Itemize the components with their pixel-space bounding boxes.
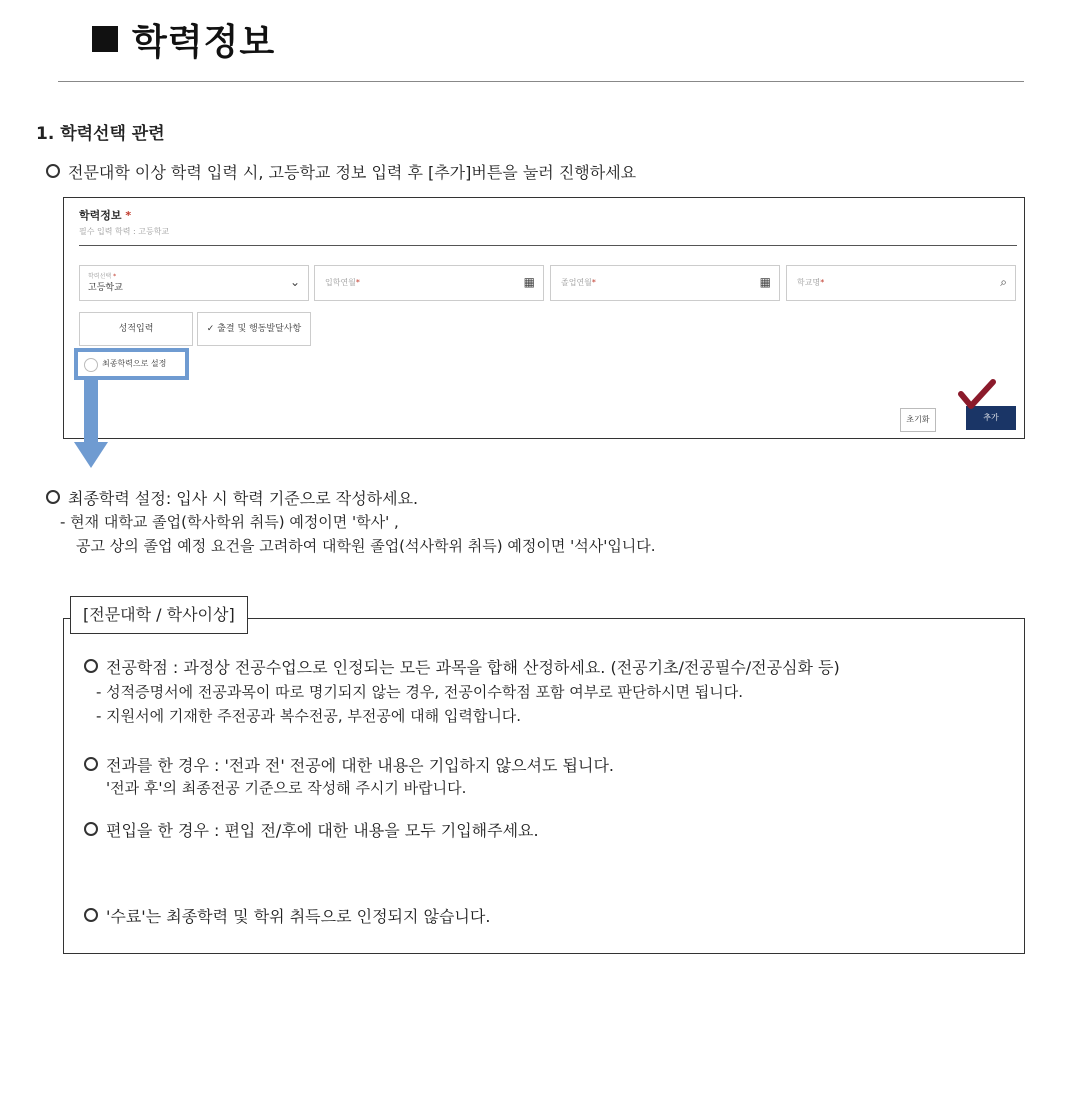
circle-bullet-icon [46, 490, 60, 504]
down-arrow-icon [72, 380, 112, 470]
page-title: 학력정보 [92, 14, 275, 65]
education-level-label: 학력선택 * [88, 273, 117, 280]
calendar-icon[interactable]: ▦ [759, 275, 771, 289]
chevron-down-icon: ⌄ [289, 275, 300, 289]
radio-icon[interactable] [84, 358, 98, 372]
graduation-date-field[interactable] [550, 265, 780, 301]
checkmark-icon [957, 378, 997, 412]
reset-button[interactable]: 초기화 [900, 408, 936, 432]
final-education-bullet: 최종학력 설정: 입사 시 학력 기준으로 작성하세요. [46, 486, 418, 509]
square-bullet-icon [92, 26, 118, 52]
school-name-placeholder: 학교명* [797, 278, 825, 287]
entry-date-field[interactable] [314, 265, 544, 301]
attendance-button[interactable]: ✓ 출결 및 행동발달사항 [197, 312, 311, 346]
completion-bullet: '수료'는 최종학력 및 학위 취득으로 인정되지 않습니다. [84, 904, 490, 927]
final-note-line1: - 현재 대학교 졸업(학사학위 취득) 예정이면 '학사' , [60, 513, 399, 531]
intro-bullet: 전문대학 이상 학력 입력 시, 고등학교 정보 입력 후 [추가]버튼을 눌러 진행하세요 [46, 160, 636, 183]
final-note-line2: 공고 상의 졸업 예정 요건을 고려하여 대학원 졸업(석사학위 취득) 예정이면 '석사'입니다. [76, 537, 656, 555]
education-level-select[interactable] [79, 265, 309, 301]
add-button[interactable]: 추가 [966, 406, 1016, 430]
circle-bullet-icon [84, 908, 98, 922]
circle-bullet-icon [46, 164, 60, 178]
major-credit-bullet: 전공학점 : 과정상 전공수업으로 인정되는 모든 과목을 합해 산정하세요. (전공기초/전공필수/전공심화 등) [84, 655, 840, 678]
circle-bullet-icon [84, 822, 98, 836]
final-education-label: 최종학력으로 설정 [102, 359, 167, 368]
circle-bullet-icon [84, 757, 98, 771]
major-credit-sub1: - 성적증명서에 전공과목이 따로 명기되지 않는 경우, 전공이수학점 포함 여부로 판단하시면 됩니다. [96, 683, 744, 701]
circle-bullet-icon [84, 659, 98, 673]
college-tab-label: [전문대학 / 학사이상] [70, 596, 248, 634]
school-name-field[interactable] [786, 265, 1016, 301]
transfer-school-bullet: 편입을 한 경우 : 편입 전/후에 대한 내용을 모두 기입해주세요. [84, 818, 539, 841]
calendar-icon[interactable]: ▦ [523, 275, 535, 289]
graduation-date-placeholder: 졸업연월* [561, 278, 596, 287]
final-education-highlight[interactable] [74, 348, 189, 380]
entry-date-placeholder: 입학연월* [325, 278, 360, 287]
education-form-screenshot [63, 197, 1025, 439]
form-divider [79, 245, 1017, 246]
form-title: 학력정보 * [79, 209, 132, 222]
grades-input-button[interactable]: 성적입력 [79, 312, 193, 346]
transfer-major-bullet: 전과를 한 경우 : '전과 전' 전공에 대한 내용은 기입하지 않으셔도 됩니다. [84, 753, 614, 776]
section-heading: 1. 학력선택 관련 [36, 124, 165, 144]
transfer-major-sub: '전과 후'의 최종전공 기준으로 작성해 주시기 바랍니다. [106, 779, 467, 797]
check-icon: ✓ [206, 324, 215, 334]
education-level-value: 고등학교 [88, 283, 123, 293]
search-icon[interactable]: ⌕ [1000, 275, 1007, 289]
divider [58, 81, 1024, 82]
major-credit-sub2: - 지원서에 기재한 주전공과 복수전공, 부전공에 대해 입력합니다. [96, 707, 522, 725]
form-subtitle: 필수 입력 학력 : 고등학교 [79, 227, 170, 236]
